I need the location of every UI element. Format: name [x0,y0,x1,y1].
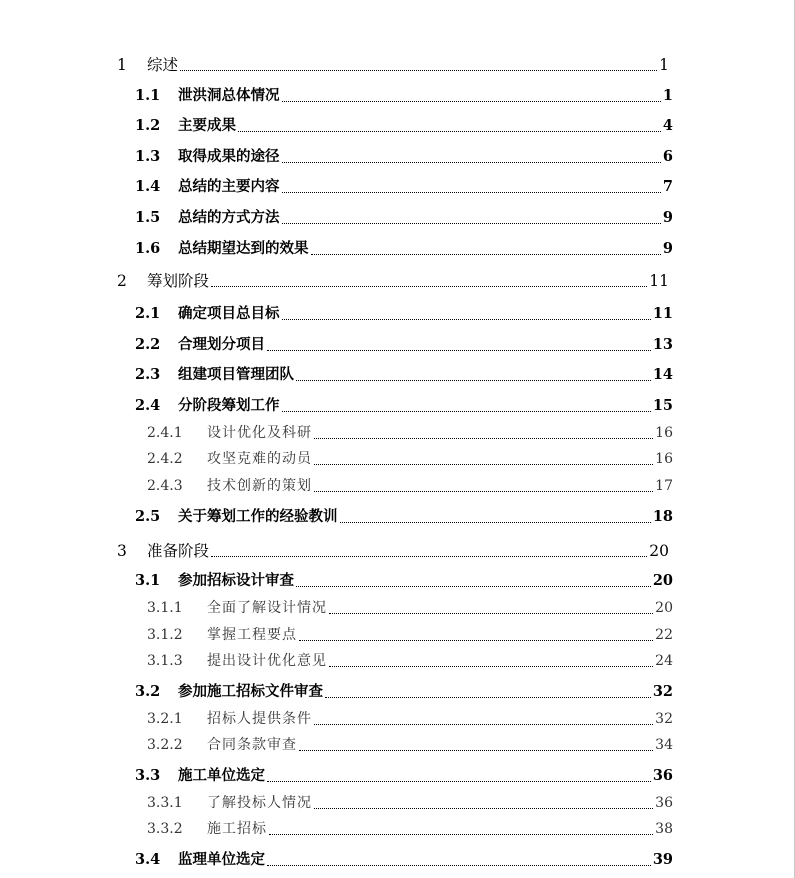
toc-number: 1.5 [135,209,161,226]
toc-number: 2.4.2 [147,451,183,467]
toc-title: 泄洪洞总体情况 [178,87,280,104]
toc-entry[interactable] [147,792,673,814]
toc-leader [299,640,653,641]
toc-entry[interactable] [135,570,673,592]
toc-page: 16 [655,451,673,467]
toc-title: 技术创新的策划 [207,478,312,494]
toc-page: 11 [649,272,669,290]
toc-page: 36 [652,767,673,784]
toc-title: 掌握工程要点 [207,627,297,643]
toc-title: 关于筹划工作的经验教训 [178,508,338,525]
toc-number: 3.3.1 [147,795,183,811]
toc-title: 合理划分项目 [178,336,265,353]
toc-leader [314,808,653,809]
toc-leader [340,522,651,523]
toc-leader [238,131,661,132]
toc-entry[interactable] [117,270,669,292]
toc-page: 36 [655,795,673,811]
toc-leader [267,865,651,866]
toc-page: 20 [649,542,669,560]
toc-leader [325,697,651,698]
toc-number: 1 [117,56,127,74]
toc-title: 分阶段筹划工作 [178,397,280,414]
toc-leader [282,319,651,320]
toc-entry[interactable] [147,422,673,444]
toc-number: 3.4 [135,851,161,868]
toc-entry[interactable] [147,708,673,730]
toc-title: 主要成果 [178,117,236,134]
toc-leader [296,380,651,381]
toc-number: 1.2 [135,117,161,134]
toc-title: 攻坚克难的动员 [207,451,312,467]
toc-number: 2 [117,272,127,290]
toc-page: 17 [655,478,673,494]
toc-title: 参加招标设计审查 [178,572,294,589]
toc-entry[interactable] [147,448,673,470]
toc-leader [269,834,653,835]
toc-entry[interactable] [135,115,673,137]
toc-entry[interactable] [135,238,673,260]
toc-title: 招标人提供条件 [207,711,312,727]
toc-leader [180,70,657,71]
toc-page: 20 [655,600,673,616]
toc-leader [314,464,653,465]
toc-entry[interactable] [117,540,669,562]
toc-number: 3.3 [135,767,161,784]
toc-title: 监理单位选定 [178,851,265,868]
toc-title: 合同条款审查 [207,737,297,753]
toc-leader [282,223,661,224]
toc-number: 1.4 [135,178,161,195]
toc-leader [282,162,661,163]
toc-leader [267,350,651,351]
toc-entry[interactable] [147,624,673,646]
toc-number: 2.1 [135,305,161,322]
toc-title: 设计优化及科研 [207,425,312,441]
toc-title: 总结的主要内容 [178,178,280,195]
toc-number: 2.4 [135,397,161,414]
toc-number: 1.1 [135,87,161,104]
toc-entry[interactable] [135,334,673,356]
toc-entry[interactable] [135,85,673,107]
toc-entry[interactable] [135,364,673,386]
toc-title: 确定项目总目标 [178,305,280,322]
toc-leader [211,556,647,557]
toc-title: 总结期望达到的效果 [178,240,309,257]
toc-title: 组建项目管理团队 [178,366,294,383]
toc-entry[interactable] [135,765,673,787]
toc-page: 20 [652,572,673,589]
toc-number: 3.3.2 [147,821,183,837]
toc-page: 4 [662,117,673,134]
toc-entry[interactable] [147,597,673,619]
toc-page: 15 [652,397,673,414]
toc-entry[interactable] [135,506,673,528]
toc-number: 3.1.2 [147,627,183,643]
toc-entry[interactable] [147,818,673,840]
toc-title: 施工单位选定 [178,767,265,784]
toc-page: 32 [655,711,673,727]
toc-title: 筹划阶段 [147,272,210,290]
toc-number: 2.3 [135,366,161,383]
toc-number: 3.1.1 [147,600,183,616]
toc-number: 2.4.1 [147,425,183,441]
toc-leader [282,411,651,412]
toc-entry[interactable] [117,54,669,76]
toc-page: 38 [655,821,673,837]
toc-title: 提出设计优化意见 [207,653,327,669]
toc-number: 3.2.2 [147,737,183,753]
toc-title: 准备阶段 [147,542,210,560]
toc-page: 18 [652,508,673,525]
toc-number: 3.1.3 [147,653,183,669]
toc-leader [296,586,651,587]
toc-entry[interactable] [135,146,673,168]
toc-entry[interactable] [135,849,673,871]
toc-leader [314,491,653,492]
toc-leader [314,438,653,439]
toc-number: 2.2 [135,336,161,353]
toc-title: 了解投标人情况 [207,795,312,811]
toc-leader [329,613,653,614]
toc-entry[interactable] [135,681,673,703]
toc-leader [282,101,661,102]
toc-title: 综述 [147,56,179,74]
toc-page: 1 [659,56,669,74]
toc-page: 24 [655,653,673,669]
toc-leader [282,192,661,193]
toc-page: 7 [662,178,673,195]
toc-leader [267,781,651,782]
toc-leader [299,750,653,751]
toc-leader [211,286,647,287]
toc-entry[interactable] [135,395,673,417]
toc-title: 施工招标 [207,821,267,837]
toc-number: 1.3 [135,148,161,165]
toc-leader [311,254,661,255]
toc-page: 22 [655,627,673,643]
toc-page: 34 [655,737,673,753]
toc-entry[interactable] [147,650,673,672]
toc-entry[interactable] [147,475,673,497]
toc-page: 14 [652,366,673,383]
toc-number: 3.1 [135,572,161,589]
toc-page: 1 [662,87,673,104]
toc-number: 3.2 [135,683,161,700]
toc-title: 取得成果的途径 [178,148,280,165]
toc-number: 3.2.1 [147,711,183,727]
toc-number: 2.4.3 [147,478,183,494]
toc-entry[interactable] [135,176,673,198]
toc-page: 16 [655,425,673,441]
toc-page: 11 [652,305,673,322]
toc-number: 2.5 [135,508,161,525]
toc-page: 9 [662,209,673,226]
toc-page: 32 [652,683,673,700]
toc-page: 39 [652,851,673,868]
toc-number: 1.6 [135,240,161,257]
toc-page: 13 [652,336,673,353]
toc-entry[interactable] [147,734,673,756]
toc-leader [329,666,653,667]
toc-title: 全面了解设计情况 [207,600,327,616]
toc-title: 参加施工招标文件审查 [178,683,323,700]
toc-page: 6 [662,148,673,165]
toc-entry[interactable] [135,303,673,325]
toc-page: 9 [662,240,673,257]
toc-entry[interactable] [135,207,673,229]
toc-title: 总结的方式方法 [178,209,280,226]
toc-leader [314,724,653,725]
toc-number: 3 [117,542,127,560]
